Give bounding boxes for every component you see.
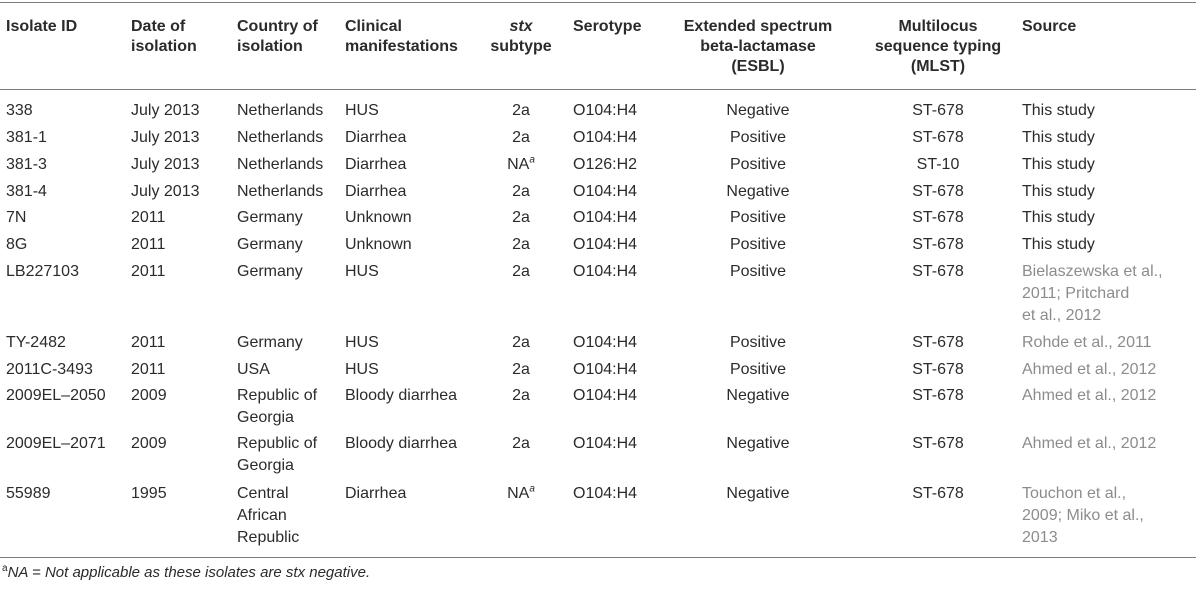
cell-id: 7N xyxy=(6,209,27,226)
cell-source-line: 2009; Miko et al., xyxy=(1022,507,1144,524)
header-date-line2: isolation xyxy=(131,38,197,55)
cell-country xyxy=(237,181,323,203)
cell-source xyxy=(1022,234,1095,256)
cell-mlst: ST-678 xyxy=(912,485,964,502)
cell-country xyxy=(237,359,270,381)
cell-clinical: Unknown xyxy=(345,209,412,226)
cell-esbl: Positive xyxy=(729,361,787,378)
cell-clinical: Bloody diarrhea xyxy=(345,435,458,452)
cell-esbl: Positive xyxy=(729,156,787,173)
header-rule xyxy=(0,89,1196,90)
cell-clinical: Diarrhea xyxy=(345,129,407,146)
cell-date: 2011 xyxy=(131,209,166,226)
cell-serotype: O104:H4 xyxy=(573,435,638,452)
cell-id: 381-1 xyxy=(6,129,47,146)
cell-country-line: Germany xyxy=(237,263,303,280)
header-mlst-line3: (MLST) xyxy=(910,58,966,75)
cell-id: 381-3 xyxy=(6,156,47,173)
cell-date: 2011 xyxy=(131,236,166,253)
cell-country-line: Germany xyxy=(237,334,303,351)
cell-stx-footnote-marker: a xyxy=(529,154,535,166)
cell-serotype: O104:H4 xyxy=(573,361,638,378)
cell-country-line: USA xyxy=(237,361,270,378)
cell-serotype: O126:H2 xyxy=(573,156,638,173)
cell-country xyxy=(237,207,303,229)
cell-serotype: O104:H4 xyxy=(573,334,638,351)
cell-id: 8G xyxy=(6,236,28,253)
table-footnote xyxy=(2,563,370,583)
cell-mlst: ST-678 xyxy=(912,102,964,119)
cell-country xyxy=(237,433,317,477)
cell-clinical: HUS xyxy=(345,334,379,351)
cell-country-line: Germany xyxy=(237,236,303,253)
cell-esbl: Positive xyxy=(729,129,787,146)
cell-source-line: This study xyxy=(1022,209,1095,226)
header-stx-line2: subtype xyxy=(490,38,552,55)
cell-esbl: Positive xyxy=(729,236,787,253)
cell-serotype: O104:H4 xyxy=(573,263,638,280)
cell-id: 55989 xyxy=(6,485,51,502)
cell-country xyxy=(237,332,303,354)
cell-id: 2009EL–2071 xyxy=(6,435,106,452)
cell-source-line: This study xyxy=(1022,156,1095,173)
cell-esbl: Negative xyxy=(726,387,790,404)
header-esbl-line2: beta-lactamase xyxy=(700,38,816,55)
cell-source-line: Ahmed et al., 2012 xyxy=(1022,435,1157,452)
cell-country-line: African xyxy=(237,507,287,524)
header-country xyxy=(237,17,318,57)
cell-clinical: HUS xyxy=(345,361,379,378)
cell-source-line: 2013 xyxy=(1022,529,1058,546)
cell-stx xyxy=(481,181,561,203)
cell-country-line: Netherlands xyxy=(237,156,324,173)
cell-country xyxy=(237,261,303,283)
cell-esbl: Negative xyxy=(726,485,790,502)
cell-country xyxy=(237,127,323,149)
cell-country-line: Netherlands xyxy=(237,183,324,200)
cell-stx-footnote-marker: a xyxy=(529,483,535,495)
cell-stx-value: 2a xyxy=(512,129,530,146)
cell-country xyxy=(237,483,299,549)
cell-country-line: Republic xyxy=(237,529,300,546)
cell-mlst: ST-678 xyxy=(912,263,964,280)
cell-source-line: This study xyxy=(1022,183,1095,200)
cell-stx-value: 2a xyxy=(512,361,530,378)
cell-source xyxy=(1022,332,1152,354)
cell-source-line: This study xyxy=(1022,102,1095,119)
cell-stx xyxy=(481,433,561,455)
cell-stx-value: 2a xyxy=(512,209,530,226)
cell-serotype: O104:H4 xyxy=(573,387,638,404)
header-isolate-id: Isolate ID xyxy=(6,18,78,35)
cell-clinical: HUS xyxy=(345,263,379,280)
cell-esbl: Negative xyxy=(726,102,790,119)
cell-date: 2011 xyxy=(131,263,166,280)
cell-mlst: ST-678 xyxy=(912,129,964,146)
cell-serotype: O104:H4 xyxy=(573,209,638,226)
cell-source-line: Rohde et al., 2011 xyxy=(1022,334,1152,351)
header-source: Source xyxy=(1022,18,1077,35)
cell-esbl: Positive xyxy=(729,263,787,280)
header-mlst-line1: Multilocus xyxy=(898,18,978,35)
cell-country-line: Germany xyxy=(237,209,303,226)
header-clinical xyxy=(345,17,458,57)
cell-date: 2011 xyxy=(131,334,166,351)
cell-mlst: ST-10 xyxy=(916,156,960,173)
cell-country-line: Republic of xyxy=(237,435,318,452)
cell-country xyxy=(237,234,303,256)
cell-stx xyxy=(481,154,561,176)
cell-source xyxy=(1022,261,1163,327)
cell-source-line: et al., 2012 xyxy=(1022,307,1102,324)
cell-source-line: Touchon et al., xyxy=(1022,485,1127,502)
cell-serotype: O104:H4 xyxy=(573,183,638,200)
cell-date: July 2013 xyxy=(131,183,200,200)
cell-stx xyxy=(481,100,561,122)
cell-country xyxy=(237,385,317,429)
header-date xyxy=(131,17,197,57)
top-rule xyxy=(0,2,1196,3)
cell-country xyxy=(237,154,323,176)
cell-clinical: Diarrhea xyxy=(345,156,407,173)
cell-stx-value: 2a xyxy=(512,435,530,452)
cell-id: 2009EL–2050 xyxy=(6,387,106,404)
header-date-line1: Date of xyxy=(131,18,186,35)
cell-esbl: Negative xyxy=(726,435,790,452)
cell-mlst: ST-678 xyxy=(912,183,964,200)
header-stx-line1: stx xyxy=(509,18,533,35)
cell-stx xyxy=(481,207,561,229)
cell-stx xyxy=(481,483,561,505)
cell-esbl: Negative xyxy=(726,183,790,200)
cell-source xyxy=(1022,207,1095,229)
cell-source-line: 2011; Pritchard xyxy=(1022,285,1130,302)
cell-source xyxy=(1022,359,1156,381)
cell-clinical: HUS xyxy=(345,102,379,119)
header-clinical-line2: manifestations xyxy=(345,38,458,55)
cell-country-line: Netherlands xyxy=(237,129,324,146)
cell-clinical: Unknown xyxy=(345,236,412,253)
cell-id: 338 xyxy=(6,102,33,119)
cell-source xyxy=(1022,433,1156,455)
bottom-rule xyxy=(0,557,1196,558)
cell-stx-value: 2a xyxy=(512,236,530,253)
header-mlst-line2: sequence typing xyxy=(874,38,1002,55)
cell-mlst: ST-678 xyxy=(912,236,964,253)
cell-mlst: ST-678 xyxy=(912,361,964,378)
cell-date: 1995 xyxy=(131,485,167,502)
cell-country-line: Georgia xyxy=(237,457,294,474)
cell-stx xyxy=(481,385,561,407)
cell-date: July 2013 xyxy=(131,156,200,173)
cell-date: 2009 xyxy=(131,435,167,452)
cell-id: LB227103 xyxy=(6,263,79,280)
cell-mlst: ST-678 xyxy=(912,435,964,452)
header-esbl-line1: Extended spectrum xyxy=(683,18,833,35)
cell-source xyxy=(1022,385,1156,407)
header-country-line2: isolation xyxy=(237,38,303,55)
cell-mlst: ST-678 xyxy=(912,334,964,351)
cell-clinical: Diarrhea xyxy=(345,485,407,502)
cell-id: 381-4 xyxy=(6,183,47,200)
cell-date: 2009 xyxy=(131,387,167,404)
cell-stx-value: 2a xyxy=(512,102,530,119)
cell-stx-value: NA xyxy=(507,485,530,502)
header-esbl xyxy=(668,17,848,77)
cell-serotype: O104:H4 xyxy=(573,129,638,146)
cell-source xyxy=(1022,483,1144,549)
header-stx xyxy=(481,17,561,57)
cell-country xyxy=(237,100,323,122)
header-mlst xyxy=(868,17,1008,77)
cell-stx xyxy=(481,261,561,283)
cell-serotype: O104:H4 xyxy=(573,485,638,502)
cell-source-line: Bielaszewska et al., xyxy=(1022,263,1163,280)
cell-stx-value: 2a xyxy=(512,387,530,404)
cell-stx xyxy=(481,127,561,149)
cell-stx xyxy=(481,234,561,256)
cell-country-line: Netherlands xyxy=(237,102,324,119)
cell-country-line: Georgia xyxy=(237,409,294,426)
header-clinical-line1: Clinical xyxy=(345,18,402,35)
cell-stx-value: 2a xyxy=(512,334,530,351)
footnote-marker: a xyxy=(2,563,8,574)
cell-stx xyxy=(481,359,561,381)
header-esbl-line3: (ESBL) xyxy=(731,58,785,75)
cell-serotype: O104:H4 xyxy=(573,236,638,253)
cell-source-line: This study xyxy=(1022,236,1095,253)
cell-esbl: Positive xyxy=(729,209,787,226)
cell-clinical: Bloody diarrhea xyxy=(345,387,458,404)
cell-clinical: Diarrhea xyxy=(345,183,407,200)
cell-esbl: Positive xyxy=(729,334,787,351)
header-serotype: Serotype xyxy=(573,18,642,35)
cell-mlst: ST-678 xyxy=(912,209,964,226)
cell-date: July 2013 xyxy=(131,102,200,119)
cell-id: TY-2482 xyxy=(6,334,66,351)
cell-source-line: This study xyxy=(1022,129,1095,146)
cell-source xyxy=(1022,100,1095,122)
cell-country-line: Central xyxy=(237,485,289,502)
footnote-text: NA = Not applicable as these isolates are stx negative. xyxy=(7,564,371,581)
cell-source xyxy=(1022,127,1095,149)
cell-stx-value: NA xyxy=(507,156,530,173)
cell-mlst: ST-678 xyxy=(912,387,964,404)
header-country-line1: Country of xyxy=(237,18,318,35)
cell-stx xyxy=(481,332,561,354)
cell-serotype: O104:H4 xyxy=(573,102,638,119)
cell-id: 2011C-3493 xyxy=(6,361,93,378)
cell-date: 2011 xyxy=(131,361,166,378)
cell-stx-value: 2a xyxy=(512,183,530,200)
cell-source-line: Ahmed et al., 2012 xyxy=(1022,361,1157,378)
cell-source xyxy=(1022,181,1095,203)
cell-date: July 2013 xyxy=(131,129,200,146)
cell-stx-value: 2a xyxy=(512,263,530,280)
cell-source-line: Ahmed et al., 2012 xyxy=(1022,387,1157,404)
cell-country-line: Republic of xyxy=(237,387,318,404)
cell-source xyxy=(1022,154,1095,176)
